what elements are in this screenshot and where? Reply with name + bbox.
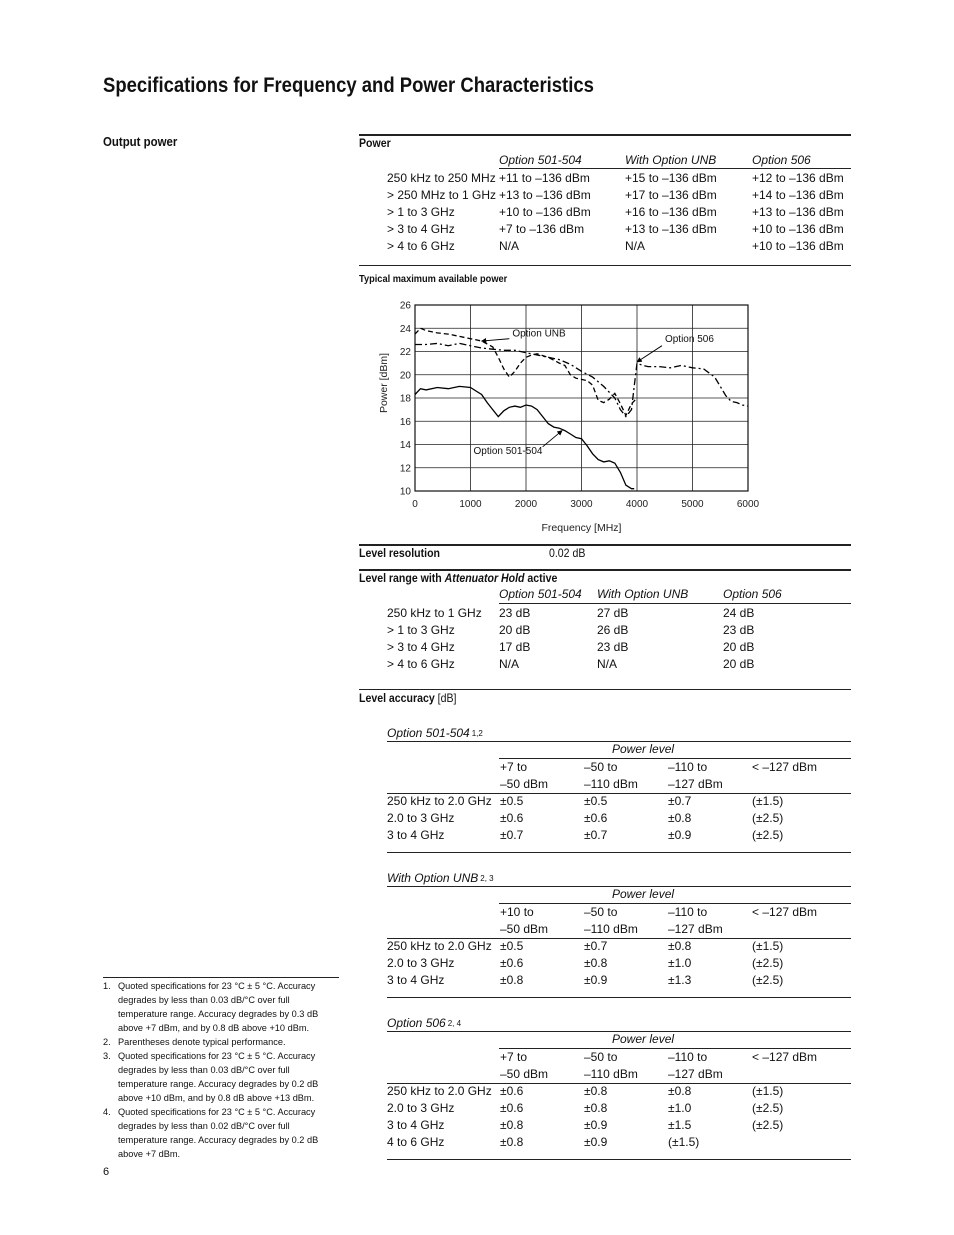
data-point xyxy=(564,365,565,366)
power-chart xyxy=(359,290,779,540)
footnote-text: Parentheses denote typical performance. xyxy=(118,1037,286,1047)
accuracy-col-header: –127 dBm xyxy=(668,922,723,936)
accuracy-col-header: +10 to xyxy=(500,905,534,919)
data-point xyxy=(620,472,621,473)
power-cell: +17 to –136 dBm xyxy=(625,188,717,202)
y-tick-label: 14 xyxy=(399,440,411,451)
power-cell: +15 to –136 dBm xyxy=(625,171,717,185)
footnote-number: 1. xyxy=(103,981,111,991)
data-point xyxy=(564,430,565,431)
side-heading: Output power xyxy=(103,134,178,149)
power-cell: +13 to –136 dBm xyxy=(752,205,844,219)
x-tick-label: 0 xyxy=(412,499,418,510)
range-cell: 27 dB xyxy=(597,606,629,620)
data-point xyxy=(598,459,599,460)
data-point xyxy=(634,488,635,489)
annotation-arrow xyxy=(482,339,510,341)
accuracy-cell: ±0.6 xyxy=(500,1084,524,1098)
accuracy-cell: (±1.5) xyxy=(668,1135,700,1149)
power-level-label xyxy=(612,741,674,758)
y-tick-label: 26 xyxy=(399,300,411,312)
footnote-number: 4. xyxy=(103,1107,111,1117)
power-header-rule xyxy=(499,168,851,169)
data-point xyxy=(609,399,610,400)
power-row-label: > 3 to 4 GHz xyxy=(387,222,455,236)
accuracy-col-header: –127 dBm xyxy=(668,1067,723,1081)
accuracy-cell: (±2.5) xyxy=(752,811,784,825)
data-point xyxy=(492,409,493,410)
data-point xyxy=(559,428,560,429)
data-point xyxy=(548,423,549,424)
accuracy-col-header: –127 dBm xyxy=(668,777,723,791)
data-point xyxy=(414,394,415,395)
range-cell: N/A xyxy=(597,657,618,671)
data-point xyxy=(414,344,415,345)
data-point xyxy=(559,363,560,364)
power-col-header: Option 501-504 xyxy=(499,153,582,167)
power-cell: +11 to –136 dBm xyxy=(499,171,590,185)
accuracy-title-text: Option 501-504 xyxy=(387,726,470,740)
y-tick-label: 20 xyxy=(399,370,411,382)
data-point xyxy=(448,333,449,334)
data-point xyxy=(537,409,538,410)
data-point xyxy=(520,363,521,364)
accuracy-col-header: –50 to xyxy=(584,760,618,774)
power-col-header: Option 506 xyxy=(752,153,811,167)
data-point xyxy=(592,453,593,454)
accuracy-bottom-rule xyxy=(387,997,851,998)
accuracy-cell: ±0.7 xyxy=(500,828,524,842)
data-point xyxy=(481,347,482,348)
data-point xyxy=(553,426,554,427)
data-point xyxy=(642,365,643,366)
accuracy-cell: ±0.8 xyxy=(584,1101,608,1115)
range-row-label: > 3 to 4 GHz xyxy=(387,640,455,654)
data-point xyxy=(481,394,482,395)
power-row-label: > 1 to 3 GHz xyxy=(387,205,455,219)
chart-title: Typical maximum available power xyxy=(359,273,508,285)
y-tick-label: 24 xyxy=(399,323,411,335)
x-tick-label: 5000 xyxy=(681,499,704,510)
accuracy-cell: ±0.8 xyxy=(584,1084,608,1098)
power-row-label: 250 kHz to 250 MHz xyxy=(387,171,496,185)
page-number: 6 xyxy=(103,1166,110,1178)
data-point xyxy=(492,349,493,350)
range-row-label: 250 kHz to 1 GHz xyxy=(387,606,482,620)
data-point xyxy=(420,328,421,329)
power-row-label: > 250 MHz to 1 GHz xyxy=(387,188,497,202)
power-cell: +13 to –136 dBm xyxy=(499,188,591,202)
accuracy-col-header: –50 to xyxy=(584,905,618,919)
data-point xyxy=(570,374,571,375)
data-point xyxy=(520,407,521,408)
accuracy-cell: ±0.9 xyxy=(584,1135,608,1149)
range-cell: 20 dB xyxy=(723,657,755,671)
data-point xyxy=(414,333,415,334)
data-point xyxy=(581,371,582,372)
y-axis-label: Power [dBm] xyxy=(378,352,390,414)
power-cell: N/A xyxy=(625,239,646,253)
power-level-label xyxy=(612,1031,674,1048)
data-point xyxy=(570,433,571,434)
data-point xyxy=(509,407,510,408)
power-cell: +7 to –136 dBm xyxy=(499,222,585,236)
accuracy-cell: (±2.5) xyxy=(752,956,784,970)
y-tick-label: 22 xyxy=(399,347,411,358)
data-point xyxy=(487,402,488,403)
accuracy-col-header: –110 dBm xyxy=(584,922,638,936)
data-point xyxy=(503,410,504,411)
accuracy-row-label: 3 to 4 GHz xyxy=(387,973,445,987)
accuracy-cell: ±1.0 xyxy=(668,956,692,970)
data-point xyxy=(426,330,427,331)
accuracy-cell: ±0.8 xyxy=(668,811,692,825)
accuracy-cell: (±2.5) xyxy=(752,1101,784,1115)
data-point xyxy=(581,379,582,380)
accuracy-cell: ±0.8 xyxy=(500,1135,524,1149)
range-cell: 26 dB xyxy=(597,623,629,637)
data-point xyxy=(609,460,610,461)
accuracy-title-text: Option 506 xyxy=(387,1016,446,1030)
data-point xyxy=(603,386,604,387)
annotation-label: Option UNB xyxy=(512,328,566,340)
data-point xyxy=(459,343,460,344)
data-point xyxy=(586,445,587,446)
accuracy-cell: (±2.5) xyxy=(752,973,784,987)
range-cell: 24 dB xyxy=(723,606,755,620)
accuracy-table-title xyxy=(387,725,483,742)
data-point xyxy=(498,416,499,417)
data-point xyxy=(498,357,499,358)
data-point xyxy=(570,364,571,365)
data-point xyxy=(681,365,682,366)
data-point xyxy=(525,352,526,353)
data-point xyxy=(603,461,604,462)
accuracy-bottom-rule xyxy=(387,852,851,853)
x-tick-label: 3000 xyxy=(570,499,593,510)
accuracy-cell: ±0.7 xyxy=(668,794,692,808)
range-bottom-rule xyxy=(359,689,851,690)
data-point xyxy=(620,403,621,404)
accuracy-cell: ±0.8 xyxy=(668,1084,692,1098)
data-point xyxy=(537,354,538,355)
power-cell: +16 to –136 dBm xyxy=(625,205,717,219)
footnote-ref: 2, 4 xyxy=(447,1019,462,1028)
data-point xyxy=(636,397,637,398)
accuracy-col-header: < –127 dBm xyxy=(752,760,818,774)
accuracy-cell: ±0.5 xyxy=(500,939,524,953)
data-point xyxy=(631,409,632,410)
range-cell: 17 dB xyxy=(499,640,531,654)
data-point xyxy=(714,376,715,377)
data-point xyxy=(725,395,726,396)
range-cell: 23 dB xyxy=(499,606,531,620)
data-point xyxy=(420,388,421,389)
accuracy-col-header: –110 to xyxy=(668,905,708,919)
accuracy-col-header: –50 to xyxy=(584,1050,618,1064)
power-cell: N/A xyxy=(499,239,520,253)
accuracy-title-text: With Option UNB xyxy=(387,871,479,885)
accuracy-col-header: –110 dBm xyxy=(584,1067,638,1081)
accuracy-bottom-rule xyxy=(387,1159,851,1160)
accuracy-col-header: –50 dBm xyxy=(500,777,549,791)
data-point xyxy=(631,488,632,489)
footnote-ref: 1,2 xyxy=(471,729,483,738)
data-point xyxy=(503,350,504,351)
y-tick-label: 12 xyxy=(399,463,411,475)
power-cell: +10 to –136 dBm xyxy=(499,205,591,219)
accuracy-cell: (±1.5) xyxy=(752,794,784,808)
accuracy-cell: ±0.9 xyxy=(584,1118,608,1132)
data-point xyxy=(470,338,471,339)
accuracy-row-label: 4 to 6 GHz xyxy=(387,1135,445,1149)
footnote-text: Quoted specifications for 23 °C ± 5 °C. Accuracy degrades by less than 0.03 dB/°C over full temperature range. Accuracy degrades by 0.3 dB above +7 dBm, and by 0.8 dB above +10 dBm. xyxy=(118,981,319,1033)
data-point xyxy=(525,404,526,405)
accuracy-cell: (±1.5) xyxy=(752,1084,784,1098)
level-accuracy-heading: Level accuracy [dB] xyxy=(359,691,457,705)
accuracy-row-label: 250 kHz to 2.0 GHz xyxy=(387,794,492,808)
data-point xyxy=(692,367,693,368)
power-heading: Power xyxy=(359,136,391,150)
accuracy-cell: ±1.5 xyxy=(668,1118,692,1132)
level-resolution-label: Level resolution xyxy=(359,546,440,560)
accuracy-cell: ±0.7 xyxy=(584,939,608,953)
data-point xyxy=(625,485,626,486)
data-point xyxy=(531,354,532,355)
accuracy-cell: ±0.6 xyxy=(500,1101,524,1115)
range-col-header: Option 506 xyxy=(723,587,782,601)
accuracy-table-title xyxy=(387,1015,461,1032)
data-point xyxy=(426,389,427,390)
data-point xyxy=(459,336,460,337)
data-point xyxy=(636,363,637,364)
data-point xyxy=(731,401,732,402)
data-point xyxy=(475,390,476,391)
accuracy-col-header: –50 dBm xyxy=(500,922,549,936)
data-point xyxy=(625,416,626,417)
data-point xyxy=(531,406,532,407)
power-cell: +13 to –136 dBm xyxy=(625,222,717,236)
accuracy-col-header: < –127 dBm xyxy=(752,1050,818,1064)
x-axis-label: Frequency [MHz] xyxy=(541,522,622,534)
data-point xyxy=(581,438,582,439)
range-cell: 20 dB xyxy=(723,640,755,654)
data-point xyxy=(659,366,660,367)
accuracy-cell: (±2.5) xyxy=(752,828,784,842)
power-cell: +14 to –136 dBm xyxy=(752,188,844,202)
power-cell: +10 to –136 dBm xyxy=(752,222,844,236)
data-point xyxy=(720,386,721,387)
accuracy-cell: ±0.6 xyxy=(500,956,524,970)
data-point xyxy=(525,357,526,358)
range-row-label: > 1 to 3 GHz xyxy=(387,623,455,637)
data-point xyxy=(592,376,593,377)
accuracy-cell: ±0.8 xyxy=(668,939,692,953)
data-point xyxy=(448,345,449,346)
data-point xyxy=(537,353,538,354)
data-point xyxy=(575,437,576,438)
accuracy-cell: (±1.5) xyxy=(752,939,784,953)
data-point xyxy=(559,359,560,360)
data-point xyxy=(747,406,748,407)
data-point xyxy=(503,368,504,369)
accuracy-col-header: +7 to xyxy=(500,760,528,774)
power-cell: +10 to –136 dBm xyxy=(752,239,844,253)
footnote-number: 3. xyxy=(103,1051,111,1061)
y-tick-label: 16 xyxy=(399,416,411,428)
footnote-text: Quoted specifications for 23 °C ± 5 °C. Accuracy degrades by less than 0.02 dB/°C over full temperature range. Accuracy degrades by 0.2 dB above +7 dBm. xyxy=(118,1107,319,1159)
range-cell: 23 dB xyxy=(597,640,629,654)
page-title: Specifications for Frequency and Power Characteristics xyxy=(103,74,594,97)
data-point xyxy=(514,350,515,351)
data-point xyxy=(614,393,615,394)
accuracy-col-header: –50 dBm xyxy=(500,1067,549,1081)
data-point xyxy=(614,463,615,464)
data-point xyxy=(448,388,449,389)
accuracy-cell: ±0.8 xyxy=(500,973,524,987)
data-point xyxy=(670,367,671,368)
accuracy-col-header: –110 to xyxy=(668,760,708,774)
data-point xyxy=(542,416,543,417)
data-point xyxy=(742,404,743,405)
range-cell: 23 dB xyxy=(723,623,755,637)
level-range-heading: Level range with Attenuator Hold active xyxy=(359,571,558,585)
accuracy-cell: ±0.5 xyxy=(500,794,524,808)
range-cell: N/A xyxy=(499,657,520,671)
accuracy-col-header: –110 to xyxy=(668,1050,708,1064)
accuracy-cell: ±0.9 xyxy=(584,973,608,987)
data-point xyxy=(492,346,493,347)
accuracy-cell: (±2.5) xyxy=(752,1118,784,1132)
range-col-header: With Option UNB xyxy=(597,587,689,601)
data-point xyxy=(437,332,438,333)
data-point xyxy=(514,406,515,407)
data-point xyxy=(470,345,471,346)
accuracy-row-label: 250 kHz to 2.0 GHz xyxy=(387,939,492,953)
power-row-label: > 4 to 6 GHz xyxy=(387,239,455,253)
data-point xyxy=(548,357,549,358)
data-point xyxy=(736,402,737,403)
accuracy-row-label: 250 kHz to 2.0 GHz xyxy=(387,1084,492,1098)
accuracy-row-label: 3 to 4 GHz xyxy=(387,828,445,842)
accuracy-cell: ±0.9 xyxy=(668,828,692,842)
data-point xyxy=(514,371,515,372)
power-level-label xyxy=(612,886,674,903)
range-row-label: > 4 to 6 GHz xyxy=(387,657,455,671)
level-resolution-value: 0.02 dB xyxy=(549,546,586,560)
data-point xyxy=(470,387,471,388)
range-header-rule xyxy=(499,603,851,604)
data-point xyxy=(648,366,649,367)
accuracy-cell: ±0.6 xyxy=(500,811,524,825)
accuracy-col-header: < –127 dBm xyxy=(752,905,818,919)
footnote-text: Quoted specifications for 23 °C ± 5 °C. Accuracy degrades by less than 0.03 dB/°C over full temperature range. Accuracy degrades by 0.2 dB above +10 dBm, and by 0.8 dB above +13 dBm. xyxy=(118,1051,319,1103)
data-point xyxy=(603,402,604,403)
data-point xyxy=(703,368,704,369)
accuracy-row-label: 2.0 to 3 GHz xyxy=(387,1101,455,1115)
data-point xyxy=(437,387,438,388)
annotation-label: Option 501-504 xyxy=(473,445,543,457)
accuracy-cell: ±0.8 xyxy=(584,956,608,970)
data-point xyxy=(437,343,438,344)
power-bottom-rule xyxy=(359,265,851,266)
x-tick-label: 2000 xyxy=(514,499,538,510)
footnote-rule xyxy=(103,977,339,978)
x-tick-label: 1000 xyxy=(459,499,482,510)
footnote-ref: 2, 3 xyxy=(480,874,494,883)
x-tick-label: 6000 xyxy=(736,499,760,510)
power-cell: +12 to –136 dBm xyxy=(752,171,844,185)
accuracy-cell: ±0.5 xyxy=(584,794,608,808)
annotation-arrow xyxy=(637,346,662,362)
data-point xyxy=(459,386,460,387)
x-tick-label: 4000 xyxy=(625,499,649,510)
accuracy-table-title xyxy=(387,870,494,887)
footnote-number: 2. xyxy=(103,1037,111,1047)
y-tick-label: 18 xyxy=(399,393,411,405)
power-col-header: With Option UNB xyxy=(625,153,717,167)
data-point xyxy=(598,400,599,401)
data-point xyxy=(620,409,621,410)
data-point xyxy=(634,386,635,387)
accuracy-cell: ±0.7 xyxy=(584,828,608,842)
data-point xyxy=(509,376,510,377)
accuracy-row-label: 3 to 4 GHz xyxy=(387,1118,445,1132)
data-point xyxy=(426,344,427,345)
accuracy-row-label: 2.0 to 3 GHz xyxy=(387,956,455,970)
accuracy-cell: ±0.6 xyxy=(584,811,608,825)
accuracy-row-label: 2.0 to 3 GHz xyxy=(387,811,455,825)
accuracy-col-header: –110 dBm xyxy=(584,777,638,791)
power-level-text: Power level xyxy=(612,887,675,901)
accuracy-cell: ±0.8 xyxy=(500,1118,524,1132)
accuracy-cell: ±1.3 xyxy=(668,973,692,987)
power-level-text: Power level xyxy=(612,1032,675,1046)
power-level-text: Power level xyxy=(612,742,675,756)
range-cell: 20 dB xyxy=(499,623,531,637)
data-point xyxy=(592,385,593,386)
data-point xyxy=(586,380,587,381)
data-point xyxy=(614,397,615,398)
accuracy-col-header: +7 to xyxy=(500,1050,528,1064)
accuracy-cell: ±1.0 xyxy=(668,1101,692,1115)
y-tick-label: 10 xyxy=(399,486,411,498)
annotation-label: Option 506 xyxy=(664,334,714,346)
range-col-header: Option 501-504 xyxy=(499,587,582,601)
power-top-rule xyxy=(359,134,851,136)
data-point xyxy=(575,378,576,379)
